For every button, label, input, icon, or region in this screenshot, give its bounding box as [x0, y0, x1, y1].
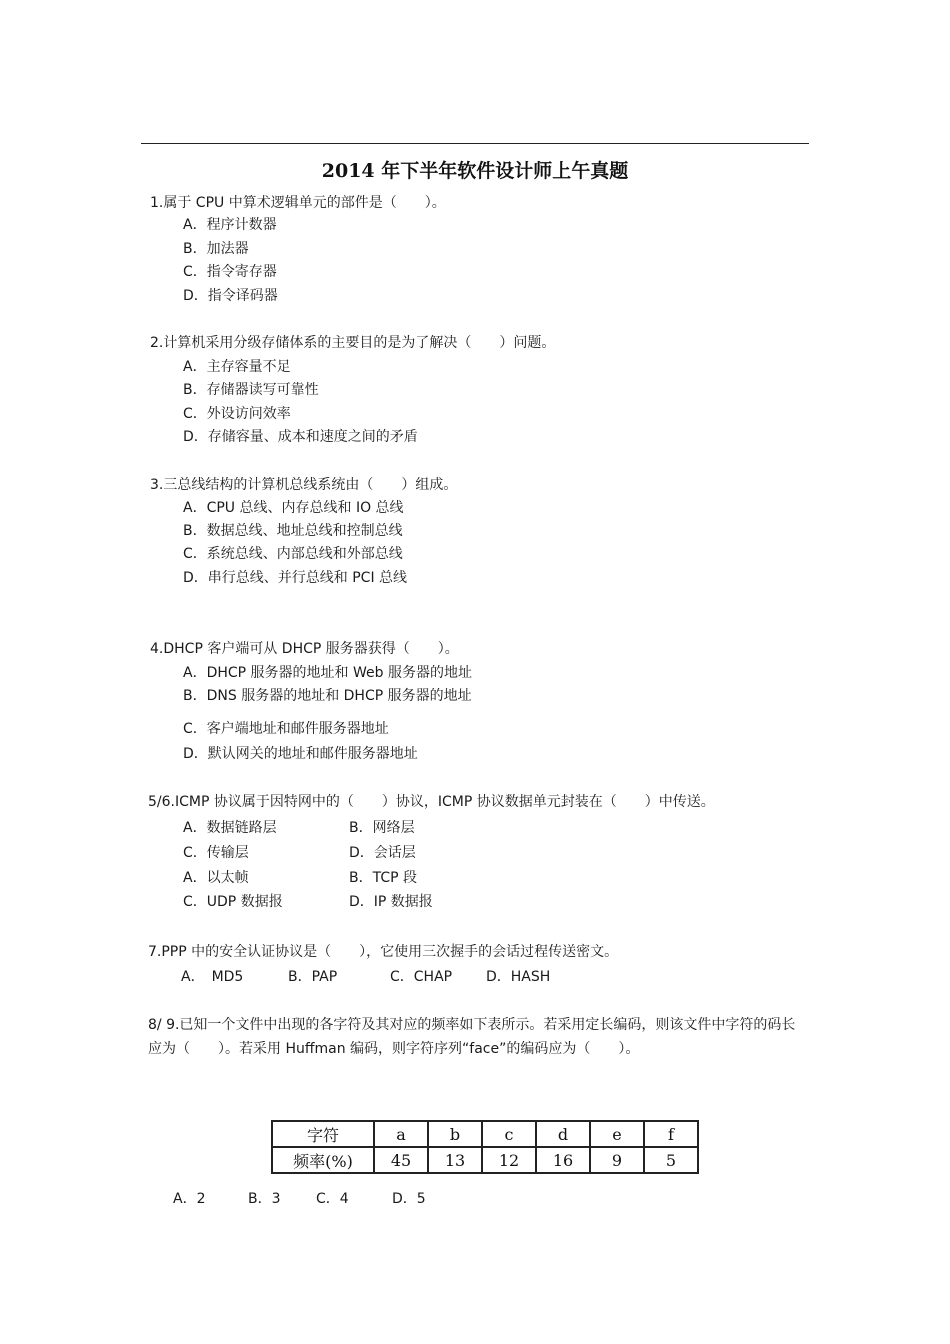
q6-option-a: A．以太帧 — [183, 870, 249, 886]
q4-option-c: C．客户端地址和邮件服务器地址 — [183, 721, 389, 737]
q6-option-d: D．IP 数据报 — [349, 894, 433, 910]
q4-option-d: D．默认网关的地址和邮件服务器地址 — [183, 746, 418, 762]
q6-option-b: B．TCP 段 — [349, 870, 418, 886]
question-8-9-stem: 8/ 9.已知一个文件中出现的各字符及其对应的频率如下表所示。若采用定长编码，则该文件中字符的码长应为（ ）。若采用 Huffman 编码，则字符序列“face”的编码应为（ ）。 — [148, 1017, 796, 1057]
q5-option-c: C．传输层 — [183, 845, 249, 861]
freq-cell: 9 — [590, 1147, 644, 1173]
question-4-stem: 4.DHCP 客户端可从 DHCP 服务器获得（ ）。 — [150, 641, 459, 657]
q2-option-d: D．存储容量、成本和速度之间的矛盾 — [183, 429, 418, 445]
q8-option-c: C．4 — [316, 1191, 349, 1207]
q2-option-b: B．存储器读写可靠性 — [183, 382, 319, 398]
table-header-cell: 频率(%) — [272, 1147, 374, 1173]
char-cell: c — [482, 1121, 536, 1147]
char-cell: e — [590, 1121, 644, 1147]
question-1-stem: 1.属于 CPU 中算术逻辑单元的部件是（ ）。 — [150, 195, 446, 211]
q7-option-a: A． MD5 — [181, 969, 244, 985]
q3-option-b: B．数据总线、地址总线和控制总线 — [183, 523, 403, 539]
char-cell: b — [428, 1121, 482, 1147]
q8-option-b: B．3 — [248, 1191, 281, 1207]
q3-option-c: C．系统总线、内部总线和外部总线 — [183, 546, 403, 562]
q2-option-c: C．外设访问效率 — [183, 406, 291, 422]
page-title: 2014 年下半年软件设计师上午真题 — [321, 160, 629, 182]
question-2-stem: 2.计算机采用分级存储体系的主要目的是为了解决（ ）问题。 — [150, 335, 556, 351]
frequency-table — [271, 1120, 699, 1174]
question-3-stem: 3.三总线结构的计算机总线系统由（ ）组成。 — [150, 477, 458, 493]
q5-option-d: D．会话层 — [349, 845, 416, 861]
q1-option-a: A．程序计数器 — [183, 217, 277, 233]
q1-option-d: D．指令译码器 — [183, 288, 278, 304]
table-row — [272, 1147, 698, 1173]
q5-option-b: B．网络层 — [349, 820, 415, 836]
question-7-stem: 7.PPP 中的安全认证协议是（ ），它使用三次握手的会话过程传送密文。 — [148, 944, 619, 960]
q5-option-a: A．数据链路层 — [183, 820, 277, 836]
q7-option-d: D．HASH — [486, 969, 551, 985]
q7-option-c: C．CHAP — [390, 969, 453, 985]
freq-cell: 13 — [428, 1147, 482, 1173]
freq-cell: 12 — [482, 1147, 536, 1173]
q7-option-b: B．PAP — [288, 969, 338, 985]
q1-option-c: C．指令寄存器 — [183, 264, 277, 280]
freq-cell: 16 — [536, 1147, 590, 1173]
q6-option-c: C．UDP 数据报 — [183, 894, 283, 910]
q8-option-d: D．5 — [392, 1191, 426, 1207]
question-5-6-stem: 5/6.ICMP 协议属于因特网中的（ ）协议，ICMP 协议数据单元封装在（ ）中传送。 — [148, 794, 715, 810]
char-cell: f — [644, 1121, 698, 1147]
q1-option-b: B．加法器 — [183, 241, 249, 257]
freq-cell: 45 — [374, 1147, 428, 1173]
q4-option-a: A．DHCP 服务器的地址和 Web 服务器的地址 — [183, 665, 472, 681]
freq-cell: 5 — [644, 1147, 698, 1173]
char-cell: a — [374, 1121, 428, 1147]
q3-option-d: D．串行总线、并行总线和 PCI 总线 — [183, 570, 408, 586]
q4-option-b: B．DNS 服务器的地址和 DHCP 服务器的地址 — [183, 688, 472, 704]
q3-option-a: A．CPU 总线、内存总线和 IO 总线 — [183, 500, 404, 516]
q8-option-a: A．2 — [173, 1191, 206, 1207]
header-rule — [141, 143, 809, 144]
table-row — [272, 1121, 698, 1147]
q2-option-a: A．主存容量不足 — [183, 359, 291, 375]
table-header-cell: 字符 — [272, 1121, 374, 1147]
char-cell: d — [536, 1121, 590, 1147]
